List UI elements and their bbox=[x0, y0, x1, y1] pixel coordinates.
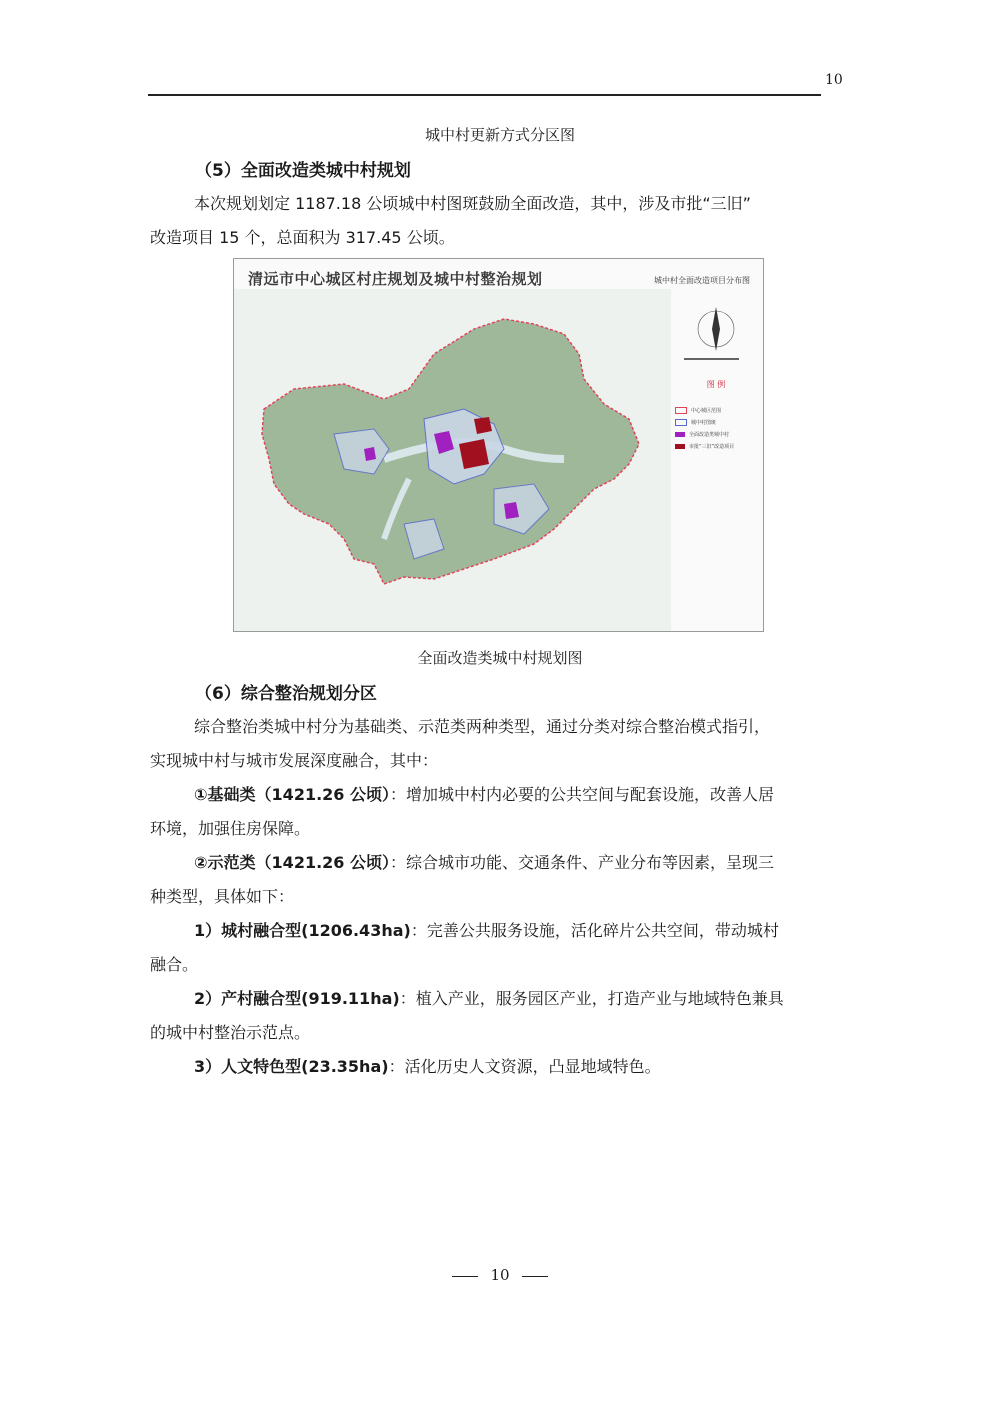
demo-type-line1 bbox=[150, 846, 850, 880]
sanjiu-patch-2 bbox=[474, 417, 492, 434]
section6-intro-line1: 综合整治类城中村分为基础类、示范类两种类型，通过分类对综合整治模式指引， bbox=[194, 717, 771, 736]
section5-heading: （5）全面改造类城中村规划 bbox=[195, 161, 411, 181]
page-number-footer: 10 bbox=[490, 1266, 510, 1284]
type2-text2: 的城中村整治示范点。 bbox=[150, 1023, 311, 1042]
type1-text2: 融合。 bbox=[150, 955, 199, 974]
legend-swatch-full-renovation bbox=[675, 432, 685, 437]
legend-swatch-sanjiu bbox=[675, 444, 685, 449]
legend-swatch-village bbox=[675, 419, 687, 426]
legend-label-boundary: 中心城区范围 bbox=[691, 408, 722, 414]
basic-type-label: ①基础类（1421.26 公顷） bbox=[194, 785, 390, 804]
type3-label: 3）人文特色型(23.35ha) bbox=[194, 1057, 389, 1076]
map-legend bbox=[671, 379, 761, 629]
section6-intro-line2: 实现城中村与城市发展深度融合，其中： bbox=[150, 751, 439, 770]
map-title: 清远市中心城区村庄规划及城中村整治规划 bbox=[248, 270, 543, 288]
page-footer bbox=[0, 1266, 1000, 1284]
map-subtitle: 城中村全面改造项目分布图 bbox=[654, 276, 750, 285]
section5-paragraph bbox=[150, 187, 850, 255]
legend-item-boundary bbox=[675, 407, 721, 414]
type2-label: 2）产村融合型(919.11ha) bbox=[194, 989, 400, 1008]
legend-item-village bbox=[675, 419, 716, 426]
section5-line1: 本次规划划定 1187.18 公顷城中村图斑鼓励全面改造，其中，涉及市批“三旧” bbox=[194, 194, 751, 213]
planning-map-figure bbox=[233, 258, 764, 632]
footer-dash-right bbox=[522, 1276, 548, 1277]
legend-item-full-renovation bbox=[675, 431, 729, 438]
demo-type-label: ②示范类（1421.26 公顷） bbox=[194, 853, 390, 872]
legend-title: 图 例 bbox=[706, 380, 726, 389]
figure-caption: 全面改造类城中村规划图 bbox=[417, 649, 583, 667]
legend-item-sanjiu bbox=[675, 443, 734, 450]
demo-type-text2: 种类型，具体如下： bbox=[150, 887, 295, 906]
legend-label-full-renovation: 全面改造类城中村 bbox=[689, 432, 730, 438]
legend-label-sanjiu: 市批“三旧”改造项目 bbox=[689, 444, 735, 450]
basic-type-text1: ：增加城中村内必要的公共空间与配套设施，改善人居 bbox=[390, 785, 775, 804]
basic-type-text2: 环境，加强住房保障。 bbox=[150, 819, 311, 838]
type2-text1: ：植入产业，服务园区产业，打造产业与地域特色兼具 bbox=[399, 989, 784, 1008]
section6-heading: （6）综合整治规划分区 bbox=[195, 684, 377, 704]
full-renovation-patch-3 bbox=[364, 447, 376, 461]
section5-line2: 改造项目 15 个，总面积为 317.45 公顷。 bbox=[150, 228, 455, 247]
demo-type-text1: ：综合城市功能、交通条件、产业分布等因素，呈现三 bbox=[390, 853, 775, 872]
legend-swatch-boundary bbox=[675, 407, 687, 414]
compass-needle bbox=[712, 307, 720, 351]
type1-label: 1）城村融合型(1206.43ha) bbox=[194, 921, 411, 940]
page-number-top: 10 bbox=[825, 72, 843, 88]
legend-label-village: 城中村图斑 bbox=[691, 420, 717, 426]
basic-type-line1 bbox=[150, 778, 850, 812]
figure-caption-top: 城中村更新方式分区图 bbox=[424, 126, 575, 144]
sanjiu-patch-1 bbox=[459, 439, 489, 469]
type2-line1 bbox=[150, 982, 850, 1016]
north-arrow-icon bbox=[698, 307, 734, 351]
header-rule bbox=[148, 94, 821, 96]
type3-text1: ：活化历史人文资源，凸显地域特色。 bbox=[388, 1057, 661, 1076]
footer-dash-left bbox=[452, 1276, 478, 1277]
type1-text1: ：完善公共服务设施，活化碎片公共空间，带动城村 bbox=[410, 921, 779, 940]
type1-line1 bbox=[150, 914, 850, 948]
section6-body bbox=[150, 710, 850, 1084]
type3-line1 bbox=[150, 1050, 850, 1084]
